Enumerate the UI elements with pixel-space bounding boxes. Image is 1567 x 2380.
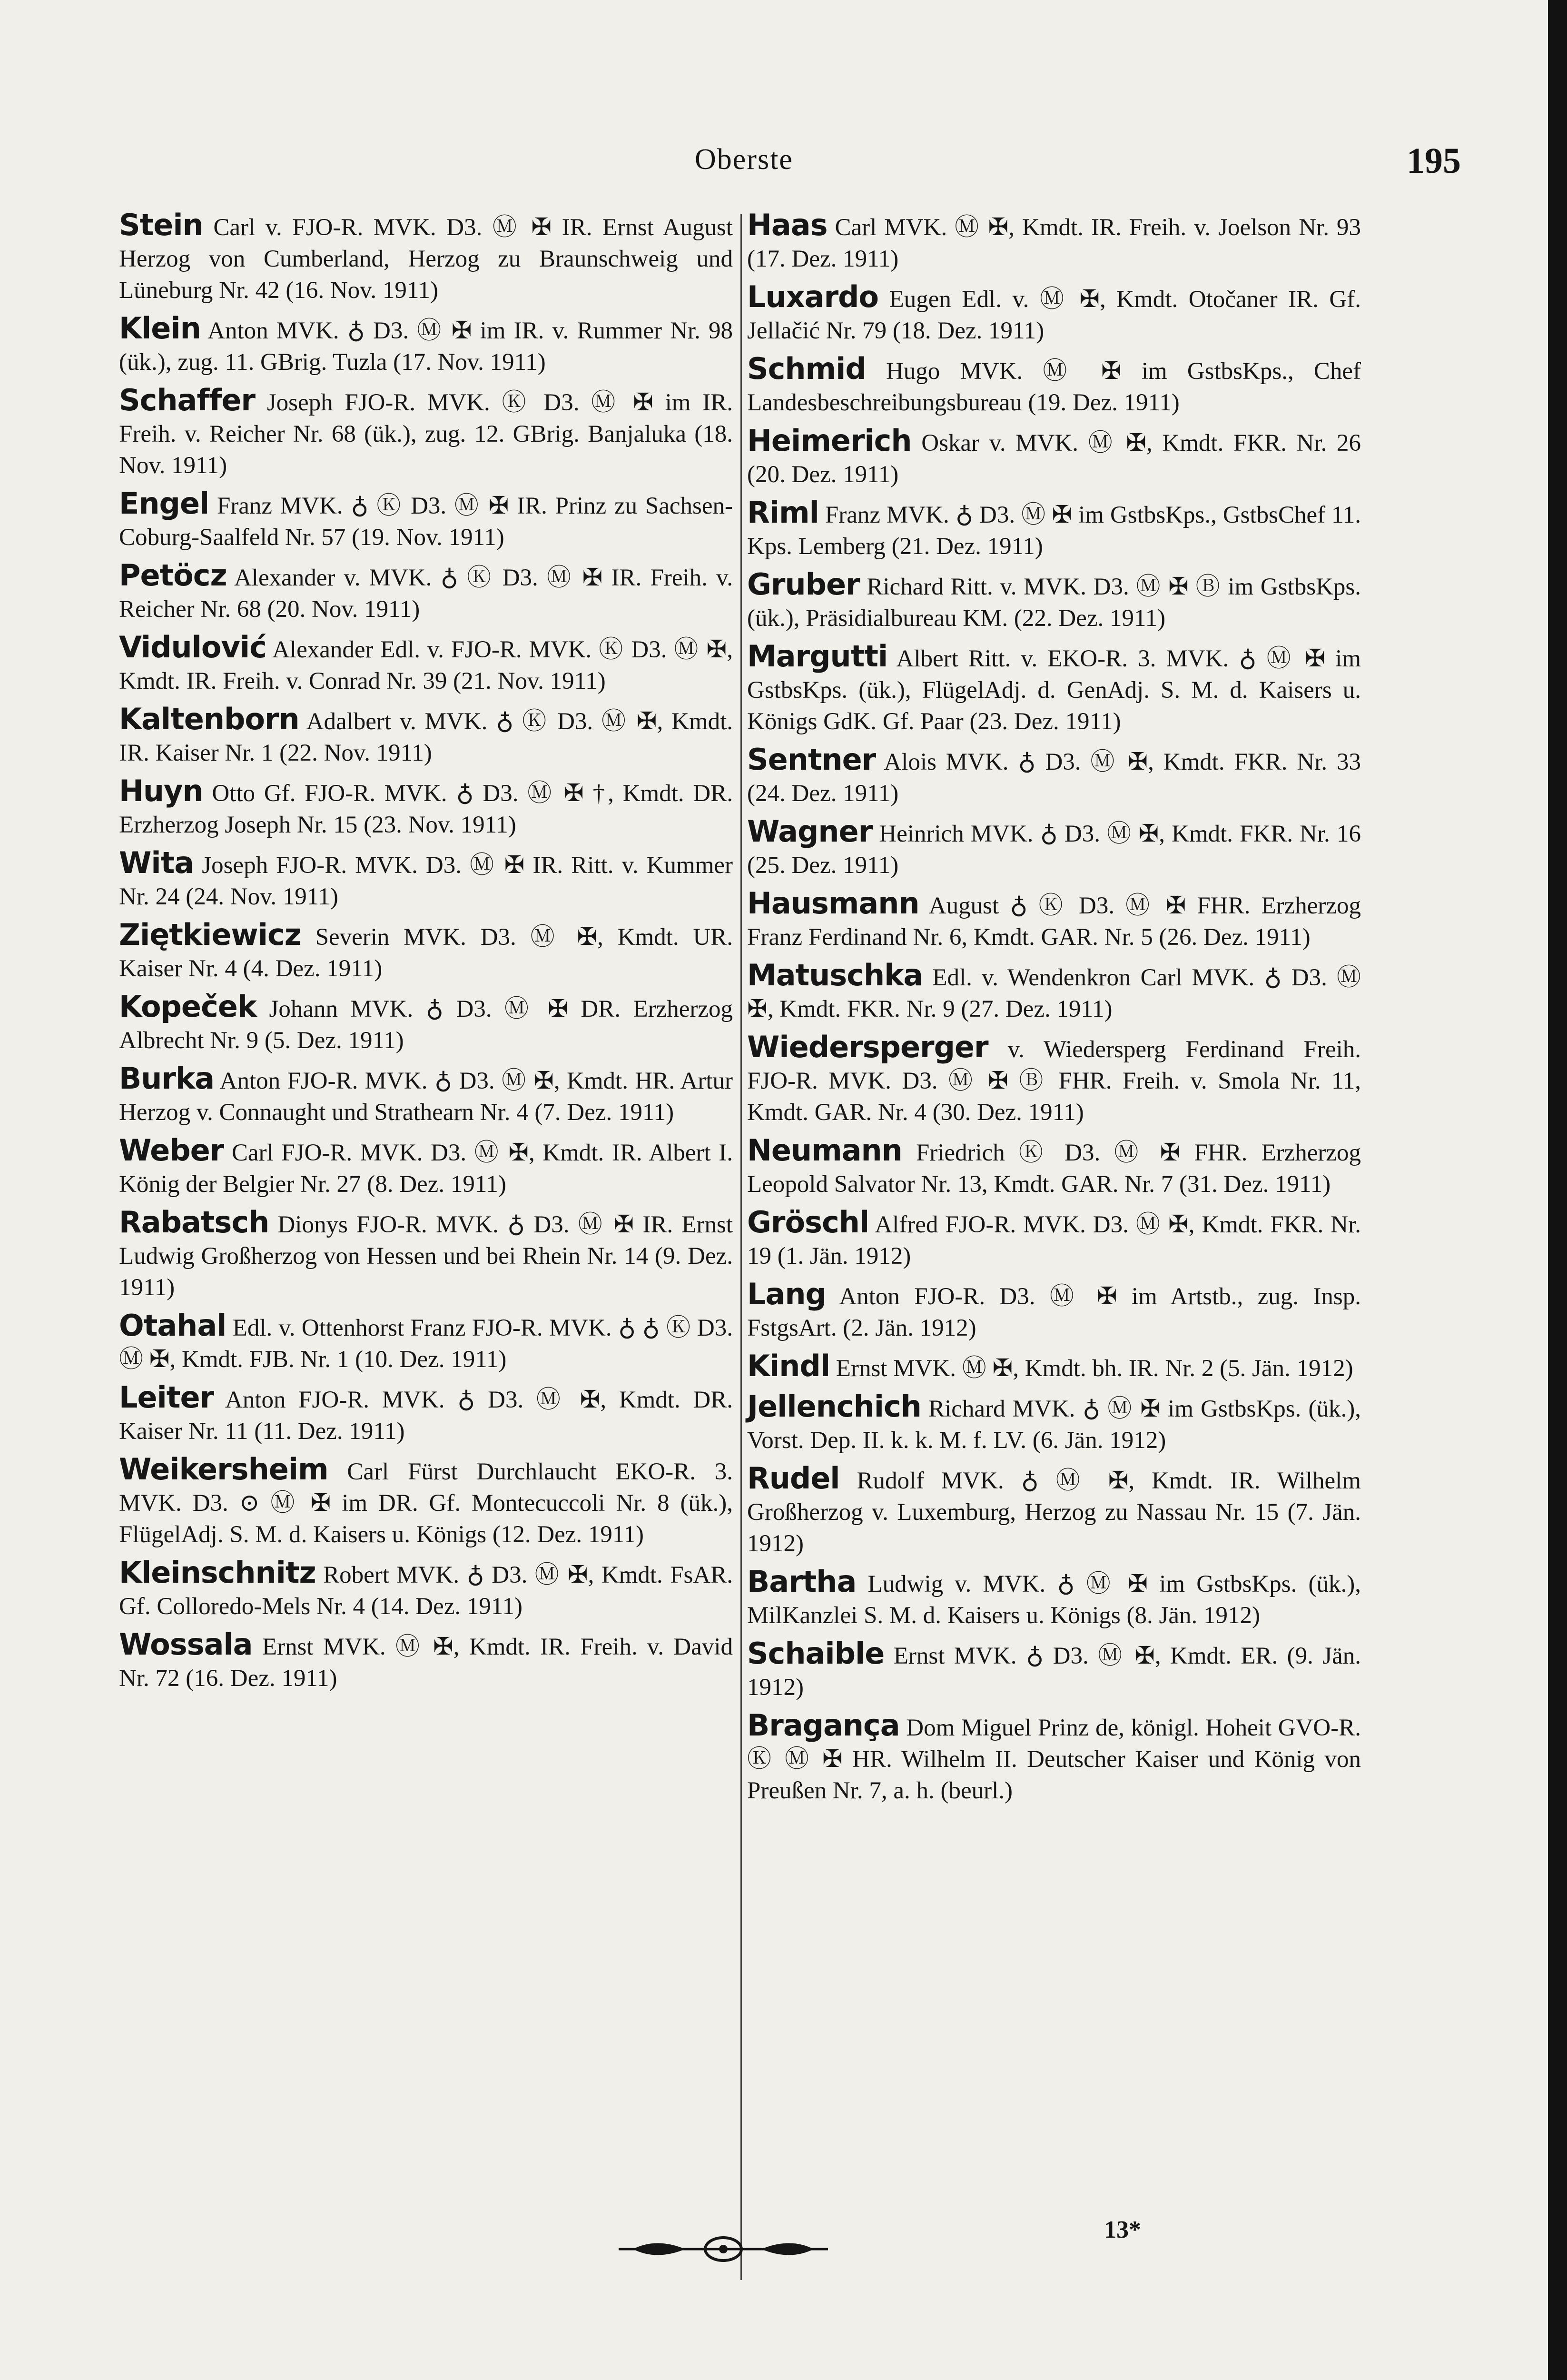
roster-entry xyxy=(747,569,1361,634)
entry-details: Carl MVK. Ⓜ ✠, Kmdt. IR. Freih. v. Joelson Nr. 93 (17. Dez. 1911) xyxy=(747,214,1361,272)
roster-entry xyxy=(119,991,733,1056)
page-number: 195 xyxy=(1407,141,1461,181)
entry-details: Ernst MVK. Ⓜ ✠, Kmdt. IR. Freih. v. David Nr. 72 (16. Dez. 1911) xyxy=(119,1634,733,1692)
entry-details: Alois MVK. ♁ D3. Ⓜ ✠, Kmdt. FKR. Nr. 33 (24. Dez. 1911) xyxy=(747,749,1361,807)
officer-surname: Klein xyxy=(119,311,201,346)
officer-surname: Lang xyxy=(747,1277,826,1311)
roster-entry xyxy=(747,1350,1361,1384)
entry-details: Anton FJO-R. MVK. ♁ D3. Ⓜ ✠, Kmdt. HR. Artur Herzog v. Connaught und Strathearn Nr. 4 (7. Dez. 1911) xyxy=(119,1068,733,1126)
officer-surname: Weikersheim xyxy=(119,1452,328,1487)
officer-surname: Otahal xyxy=(119,1308,227,1343)
officer-surname: Kopeček xyxy=(119,989,257,1024)
roster-entry xyxy=(119,1207,733,1303)
roster-entry xyxy=(747,1566,1361,1631)
entry-details: Carl v. FJO-R. MVK. D3. Ⓜ ✠ IR. Ernst August Herzog von Cumberland, Herzog zu Braunschweig und Lüneburg Nr. 42 (16. Nov. 1911) xyxy=(119,214,733,304)
entry-details: Ernst MVK. Ⓜ ✠, Kmdt. bh. IR. Nr. 2 (5. Jän. 1912) xyxy=(836,1355,1353,1382)
officer-surname: Stein xyxy=(119,208,203,242)
entry-details: Richard Ritt. v. MVK. D3. Ⓜ ✠ Ⓑ im GstbsKps. (ük.), Präsidialbureau KM. (22. Dez. 1911) xyxy=(747,574,1361,632)
roster-entry xyxy=(119,313,733,378)
officer-surname: Burka xyxy=(119,1061,215,1096)
officer-surname: Huyn xyxy=(119,774,203,808)
roster-entry xyxy=(747,209,1361,275)
roster-entry xyxy=(119,919,733,984)
roster-entry xyxy=(747,888,1361,953)
entry-details: Hugo MVK. Ⓜ ✠ im GstbsKps., Chef Landesbeschreibungsbureau (19. Dez. 1911) xyxy=(747,358,1361,416)
roster-entry xyxy=(747,1207,1361,1272)
entry-details: Friedrich Ⓚ D3. Ⓜ ✠ FHR. Erzherzog Leopold Salvator Nr. 13, Kmdt. GAR. Nr. 7 (31. Dez. 1911) xyxy=(747,1140,1361,1198)
ornament-rule xyxy=(614,2232,833,2266)
entry-details: Eugen Edl. v. Ⓜ ✠, Kmdt. Otočaner IR. Gf. Jellačić Nr. 79 (18. Dez. 1911) xyxy=(747,286,1361,344)
roster-entry xyxy=(747,425,1361,490)
right-column xyxy=(747,209,1361,1813)
roster-entry xyxy=(119,1454,733,1550)
roster-entry xyxy=(747,1638,1361,1703)
entry-details: Anton MVK. ♁ D3. Ⓜ ✠ im IR. v. Rummer Nr. 98 (ük.), zug. 11. GBrig. Tuzla (17. Nov. 1911) xyxy=(119,317,733,376)
officer-surname: Bartha xyxy=(747,1564,857,1599)
entry-details: Carl Fürst Durchlaucht EKO-R. 3. MVK. D3. ⊙ Ⓜ ✠ im DR. Gf. Montecuccoli Nr. 8 (ük.), FlügelAdj. S. M. d. Kaisers u. Königs (12. Dez. 1911) xyxy=(119,1458,733,1548)
officer-surname: Wiedersperger xyxy=(747,1030,988,1064)
roster-entry xyxy=(119,1135,733,1200)
roster-entry xyxy=(747,1391,1361,1456)
roster-entry xyxy=(119,847,733,912)
officer-surname: Rudel xyxy=(747,1461,840,1496)
entry-details: Carl FJO-R. MVK. D3. Ⓜ ✠, Kmdt. IR. Albert I. König der Belgier Nr. 27 (8. Dez. 1911) xyxy=(119,1140,733,1198)
officer-surname: Rabatsch xyxy=(119,1205,269,1240)
officer-surname: Kindl xyxy=(747,1349,830,1383)
roster-entry xyxy=(747,1031,1361,1128)
entry-details: August ♁ Ⓚ D3. Ⓜ ✠ FHR. Erzherzog Franz Ferdinand Nr. 6, Kmdt. GAR. Nr. 5 (26. Dez. 1911) xyxy=(747,892,1361,951)
officer-surname: Ziętkiewicz xyxy=(119,917,301,952)
roster-entry xyxy=(747,1135,1361,1200)
entry-details: Alfred FJO-R. MVK. D3. Ⓜ ✠, Kmdt. FKR. Nr. 19 (1. Jän. 1912) xyxy=(747,1211,1361,1269)
officer-surname: Margutti xyxy=(747,639,888,674)
roster-entry xyxy=(119,1310,733,1375)
entry-details: Ernst MVK. ♁ D3. Ⓜ ✠, Kmdt. ER. (9. Jän. 1912) xyxy=(747,1643,1361,1701)
entry-details: Alexander v. MVK. ♁ Ⓚ D3. Ⓜ ✠ IR. Freih. v. Reicher Nr. 68 (20. Nov. 1911) xyxy=(119,565,733,623)
officer-surname: Haas xyxy=(747,208,828,242)
officer-surname: Luxardo xyxy=(747,279,879,314)
entry-details: Anton FJO-R. MVK. ♁ D3. Ⓜ ✠, Kmdt. DR. Kaiser Nr. 11 (11. Dez. 1911) xyxy=(119,1387,733,1445)
roster-entry xyxy=(119,385,733,481)
officer-surname: Jellenchich xyxy=(747,1389,921,1424)
entry-details: Richard MVK. ♁ Ⓜ ✠ im GstbsKps. (ük.), Vorst. Dep. II. k. k. M. f. LV. (6. Jän. 1912) xyxy=(747,1396,1361,1454)
roster-entry xyxy=(119,704,733,769)
entry-details: Edl. v. Wendenkron Carl MVK. ♁ D3. Ⓜ ✠, Kmdt. FKR. Nr. 9 (27. Dez. 1911) xyxy=(747,964,1361,1022)
entry-details: Albert Ritt. v. EKO-R. 3. MVK. ♁ Ⓜ ✠ im GstbsKps. (ük.), FlügelAdj. d. GenAdj. S. M. d. Kaisers u. Königs GdK. Gf. Paar (23. Dez. 1911) xyxy=(747,645,1361,735)
roster-entry xyxy=(119,632,733,697)
entry-details: Joseph FJO-R. MVK. Ⓚ D3. Ⓜ ✠ im IR. Freih. v. Reicher Nr. 68 (ük.), zug. 12. GBrig. Banjaluka (18. Nov. 1911) xyxy=(119,389,733,479)
roster-entry xyxy=(747,960,1361,1025)
left-column xyxy=(119,209,733,1701)
roster-entry xyxy=(119,775,733,841)
officer-surname: Gruber xyxy=(747,567,860,602)
entry-details: Joseph FJO-R. MVK. D3. Ⓜ ✠ IR. Ritt. v. Kummer Nr. 24 (24. Nov. 1911) xyxy=(119,852,733,910)
officer-surname: Wagner xyxy=(747,814,873,849)
officer-surname: Bragança xyxy=(747,1708,900,1743)
roster-entry xyxy=(747,641,1361,737)
entry-details: Franz MVK. ♁ D3. Ⓜ ✠ im GstbsKps., GstbsChef 11. Kps. Lemberg (21. Dez. 1911) xyxy=(747,502,1361,560)
roster-entry xyxy=(119,1629,733,1694)
officer-surname: Wita xyxy=(119,845,194,880)
officer-surname: Riml xyxy=(747,495,819,530)
entry-details: Dionys FJO-R. MVK. ♁ D3. Ⓜ ✠ IR. Ernst Ludwig Großherzog von Hessen und bei Rhein Nr. 14 (9. Dez. 1911) xyxy=(119,1211,733,1301)
entry-details: Rudolf MVK. ♁ Ⓜ ✠, Kmdt. IR. Wilhelm Großherzog v. Luxemburg, Herzog zu Nassau Nr. 15 (7. Jän. 1912) xyxy=(747,1468,1361,1557)
entry-details: Oskar v. MVK. Ⓜ ✠, Kmdt. FKR. Nr. 26 (20. Dez. 1911) xyxy=(747,430,1361,488)
entry-details: v. Wiedersperg Ferdinand Freih. FJO-R. MVK. D3. Ⓜ ✠ Ⓑ FHR. Freih. v. Smola Nr. 11, Kmdt. GAR. Nr. 4 (30. Dez. 1911) xyxy=(747,1036,1361,1126)
entry-details: Edl. v. Ottenhorst Franz FJO-R. MVK. ♁ ♁ Ⓚ D3. Ⓜ ✠, Kmdt. FJB. Nr. 1 (10. Dez. 1911) xyxy=(119,1315,733,1373)
officer-surname: Wossala xyxy=(119,1627,253,1662)
officer-surname: Vidulović xyxy=(119,630,266,664)
roster-entry xyxy=(747,353,1361,418)
roster-entry xyxy=(747,1710,1361,1806)
entry-details: Severin MVK. D3. Ⓜ ✠, Kmdt. UR. Kaiser Nr. 4 (4. Dez. 1911) xyxy=(119,924,733,982)
entry-details: Robert MVK. ♁ D3. Ⓜ ✠, Kmdt. FsAR. Gf. Colloredo-Mels Nr. 4 (14. Dez. 1911) xyxy=(119,1562,733,1620)
officer-surname: Schaible xyxy=(747,1636,885,1671)
roster-entry xyxy=(119,1382,733,1447)
entry-details: Heinrich MVK. ♁ D3. Ⓜ ✠, Kmdt. FKR. Nr. 16 (25. Dez. 1911) xyxy=(747,821,1361,879)
entry-details: Adalbert v. MVK. ♁ Ⓚ D3. Ⓜ ✠, Kmdt. IR. Kaiser Nr. 1 (22. Nov. 1911) xyxy=(119,708,733,766)
scan-edge xyxy=(1548,0,1567,2380)
entry-details: Alexander Edl. v. FJO-R. MVK. Ⓚ D3. Ⓜ ✠, Kmdt. IR. Freih. v. Conrad Nr. 39 (21. Nov. 1911) xyxy=(119,636,733,694)
officer-surname: Petöcz xyxy=(119,558,227,593)
officer-surname: Gröschl xyxy=(747,1205,869,1240)
roster-entry xyxy=(747,497,1361,562)
officer-surname: Weber xyxy=(119,1133,224,1168)
officer-surname: Sentner xyxy=(747,742,876,777)
entry-details: Anton FJO-R. D3. Ⓜ ✠ im Artstb., zug. Insp. FstgsArt. (2. Jän. 1912) xyxy=(747,1283,1361,1341)
signature-mark: 13* xyxy=(1104,2216,1141,2243)
roster-entry xyxy=(747,816,1361,881)
officer-surname: Leiter xyxy=(119,1380,214,1415)
officer-surname: Matuschka xyxy=(747,958,923,992)
officer-surname: Kaltenborn xyxy=(119,702,299,736)
roster-entry xyxy=(119,488,733,553)
roster-entry xyxy=(747,281,1361,347)
entry-details: Otto Gf. FJO-R. MVK. ♁ D3. Ⓜ ✠ †, Kmdt. DR. Erzherzog Joseph Nr. 15 (23. Nov. 1911) xyxy=(119,780,733,838)
entry-details: Johann MVK. ♁ D3. Ⓜ ✠ DR. Erzherzog Albrecht Nr. 9 (5. Dez. 1911) xyxy=(119,996,733,1054)
roster-entry xyxy=(119,1557,733,1622)
officer-surname: Engel xyxy=(119,486,209,521)
officer-surname: Heimerich xyxy=(747,423,912,458)
entry-details: Ludwig v. MVK. ♁ Ⓜ ✠ im GstbsKps. (ük.), MilKanzlei S. M. d. Kaisers u. Königs (8. Jän. 1912) xyxy=(747,1571,1361,1629)
officer-surname: Hausmann xyxy=(747,886,919,921)
officer-surname: Schaffer xyxy=(119,383,255,417)
roster-entry xyxy=(747,1279,1361,1344)
officer-surname: Neumann xyxy=(747,1133,902,1168)
entry-details: Dom Miguel Prinz de, königl. Hoheit GVO-R. Ⓚ Ⓜ ✠ HR. Wilhelm II. Deutscher Kaiser und König von Preußen Nr. 7, a. h. (beurl.) xyxy=(747,1715,1361,1804)
running-title: Oberste xyxy=(695,143,793,176)
roster-entry xyxy=(119,560,733,625)
roster-entry xyxy=(119,1063,733,1128)
roster-entry xyxy=(747,744,1361,809)
officer-surname: Kleinschnitz xyxy=(119,1555,316,1590)
entry-details: Franz MVK. ♁ Ⓚ D3. Ⓜ ✠ IR. Prinz zu Sachsen-Coburg-Saalfeld Nr. 57 (19. Nov. 1911) xyxy=(119,493,733,551)
column-divider xyxy=(740,214,742,2280)
officer-surname: Schmid xyxy=(747,351,866,386)
roster-entry xyxy=(747,1463,1361,1559)
roster-entry xyxy=(119,209,733,306)
page-header xyxy=(0,143,1523,195)
